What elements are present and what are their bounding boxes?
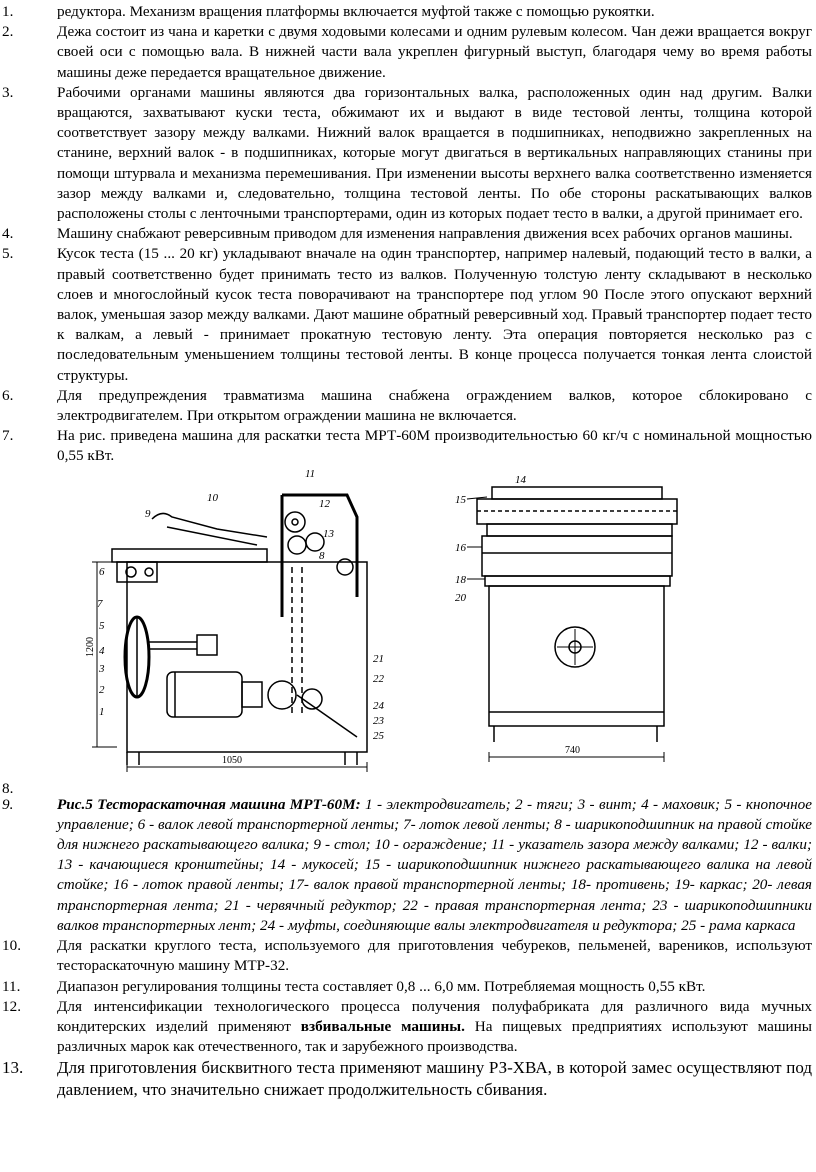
callout-number: 25 [373,729,384,742]
item-number: 9. [2,795,14,813]
callout-number: 18 [455,573,466,586]
list-item [0,977,812,997]
item-number: 7. [2,427,14,445]
dimension-width-left: 1050 [222,754,242,766]
dimension-height: 1200 [85,636,96,657]
item-number: 13. [2,1058,24,1078]
callout-number: 21 [373,652,384,665]
list-item [0,386,812,426]
dimension-width-right: 740 [565,744,580,756]
callout-number: 11 [305,467,316,480]
machine-drawing [57,467,816,779]
list-item [0,224,812,244]
callout-number: 5 [99,619,105,632]
frame-outline [127,562,367,752]
item-number: 1. [2,3,14,20]
callout-number: 4 [99,644,105,657]
item-text: Для интенсификации технологического процесса получения полуфабриката для различного вида мучных кондитерских изделий применяют взбивальные машины. На пищевых предприятиях используют машины различных марок как отечественного, так и зарубежного производства. [57,997,812,1056]
callout-number: 24 [373,699,384,712]
callout-number: 12 [319,497,330,510]
callout-number: 8 [319,549,325,562]
callout-number: 7 [97,597,103,610]
item-number: 5. [2,245,14,263]
list-item [0,936,812,976]
callout-number: 15 [455,493,466,506]
callout-number: 20 [455,591,466,604]
item-number: 2. [2,23,14,41]
caption-body: 1 - электродвигатель; 2 - тяги; 3 - винт; 4 - маховик; 5 - кнопочное управление; 6 - валок левой транспортерной ленты; 7- лоток левой ленты; 8 - шарикоподшипник на правой стойке для нижнего раскатывающего валика; 9 - стол; 10 - ограждение; 11 - указатель зазора между валками; 12 - валки; 13 - качающиеся кронштейны; 14 - мукосей; 15 - шарикоподшипник нижнего раскатывающего валика на левой стойке; 16 - лоток правой ленты; 17- валок правой транспортерной ленты; 18- противень; 19- каркас; 20- левая транспортерная лента; 21 - червячный редуктор; 22 - правая транспортерная лента; 23 - шарикоподшипники валков транспортерных лент; 24 - муфты, соединяющие валы электродвигателя и редуктора; 25 - рама каркаса [57,795,812,934]
right-callouts [455,474,527,604]
list-item [0,83,812,224]
caption-title: Рис.5 Тестораскаточная машина МРТ-60М: [57,795,361,813]
numbered-list [0,2,812,1101]
item-number: 8. [2,779,14,797]
item-text: редуктора. Механизм вращения платформы включается муфтой также с помощью рукоятки. [57,3,655,20]
callout-number: 22 [373,672,384,685]
list-item [0,2,812,22]
machine-figure [57,467,812,779]
item-text: Кусок теста (15 ... 20 кг) укладывают вначале на один транспортер, например налевый, подающий тесто в валки, а правый соответственно будет принимать тесто из валков. Полученную толстую ленту складывают в несколько слоев и многослойный кусок теста поворачивают на транспортере под углом 90 После этого опускают верхний валок, уменьшая зазор между валками. Дают машине обратный реверсивный ход. Правый транспортер подает тесто к валкам, а левый - принимает прокатную тестовую ленту. Эта операция повторяется несколько раз с последовательным уменьшением толщины тестовой ленты. В конце процесса получается тонкая лента слоистой структуры. [57,245,812,384]
item-text: Рабочими органами машины являются два горизонтальных валка, расположенных один над другим. Валки вращаются, захватывают куски теста, обжимают их и выдают в виде тестовой ленты, толщина которой соответствует зазору между валками. Нижний валок вращается в подшипниках, неподвижно закрепленных на станине, верхний валок - в подшипниках, которые могут двигаться в вертикальных направляющих станины при помощи штурвала и механизма перемешивания. При изменении высоты верхнего валка соответственно изменяется зазор между валками и, следовательно, толщина тестовой ленты. По обе стороны раскатывающих валков расположены столы с ленточными транспортерами, один из которых подает тесто в валки, а другой принимает его. [57,83,812,223]
callout-number: 16 [455,541,466,554]
callout-number: 6 [99,565,105,578]
figure-caption [0,795,812,936]
callout-number: 3 [99,662,105,675]
list-item [0,1057,812,1101]
list-item [0,22,812,83]
callout-number: 1 [99,705,105,718]
list-item [0,997,812,1058]
left-callouts [97,468,385,742]
item-number: 10. [2,937,21,955]
item-text: Дежа состоит из чана и каретки с двумя ходовыми колесами и одним рулевым колесом. Чан дежи вращается вокруг своей оси с помощью вала. В нижней части вала укреплен фигурный выступ, благодаря чему во время работы машины деже передается вращательное движение. [57,23,812,81]
item-text: На рис. приведена машина для раскатки теста МРТ-60М производительностью 60 кг/ч с номинальной мощностью 0,55 кВт. [57,427,812,465]
caption-text [57,795,812,936]
item-number: 4. [2,225,14,243]
item-text: Для предупреждения травматизма машина снабжена ограждением валков, которое сблокировано с электродвигателем. При открытом ограждении машина не включается. [57,386,812,425]
callout-number: 9 [145,507,151,520]
list-item [0,426,812,466]
callout-number: 2 [99,683,105,696]
list-item [0,244,812,385]
callout-number: 23 [373,714,384,727]
callout-number: 10 [207,491,218,504]
item-text: Диапазон регулирования толщины теста составляет 0,8 ... 6,0 мм. Потребляемая мощность 0,55 кВт. [57,977,706,995]
item-text: Для раскатки круглого теста, используемого для приготовления чебуреков, пельменей, вареников, используют тестораскаточную машину МТР-32. [57,937,812,975]
list-item [0,779,812,795]
callout-number: 13 [323,527,334,540]
item-number: 11. [2,977,21,995]
item-text: Машину снабжают реверсивным приводом для изменения направления движения всех рабочих органов машины. [57,225,793,243]
item-number: 3. [2,83,14,101]
bold-term: взбивальные машины. [300,1017,465,1035]
item-number: 6. [2,386,14,404]
item-text: Для приготовления бисквитного теста применяют машину РЗ-ХВА, в которой замес осуществляют под давлением, что значительно снижает продолжительность сбивания. [57,1058,812,1100]
callout-number: 14 [515,473,526,486]
item-number: 12. [2,997,21,1015]
